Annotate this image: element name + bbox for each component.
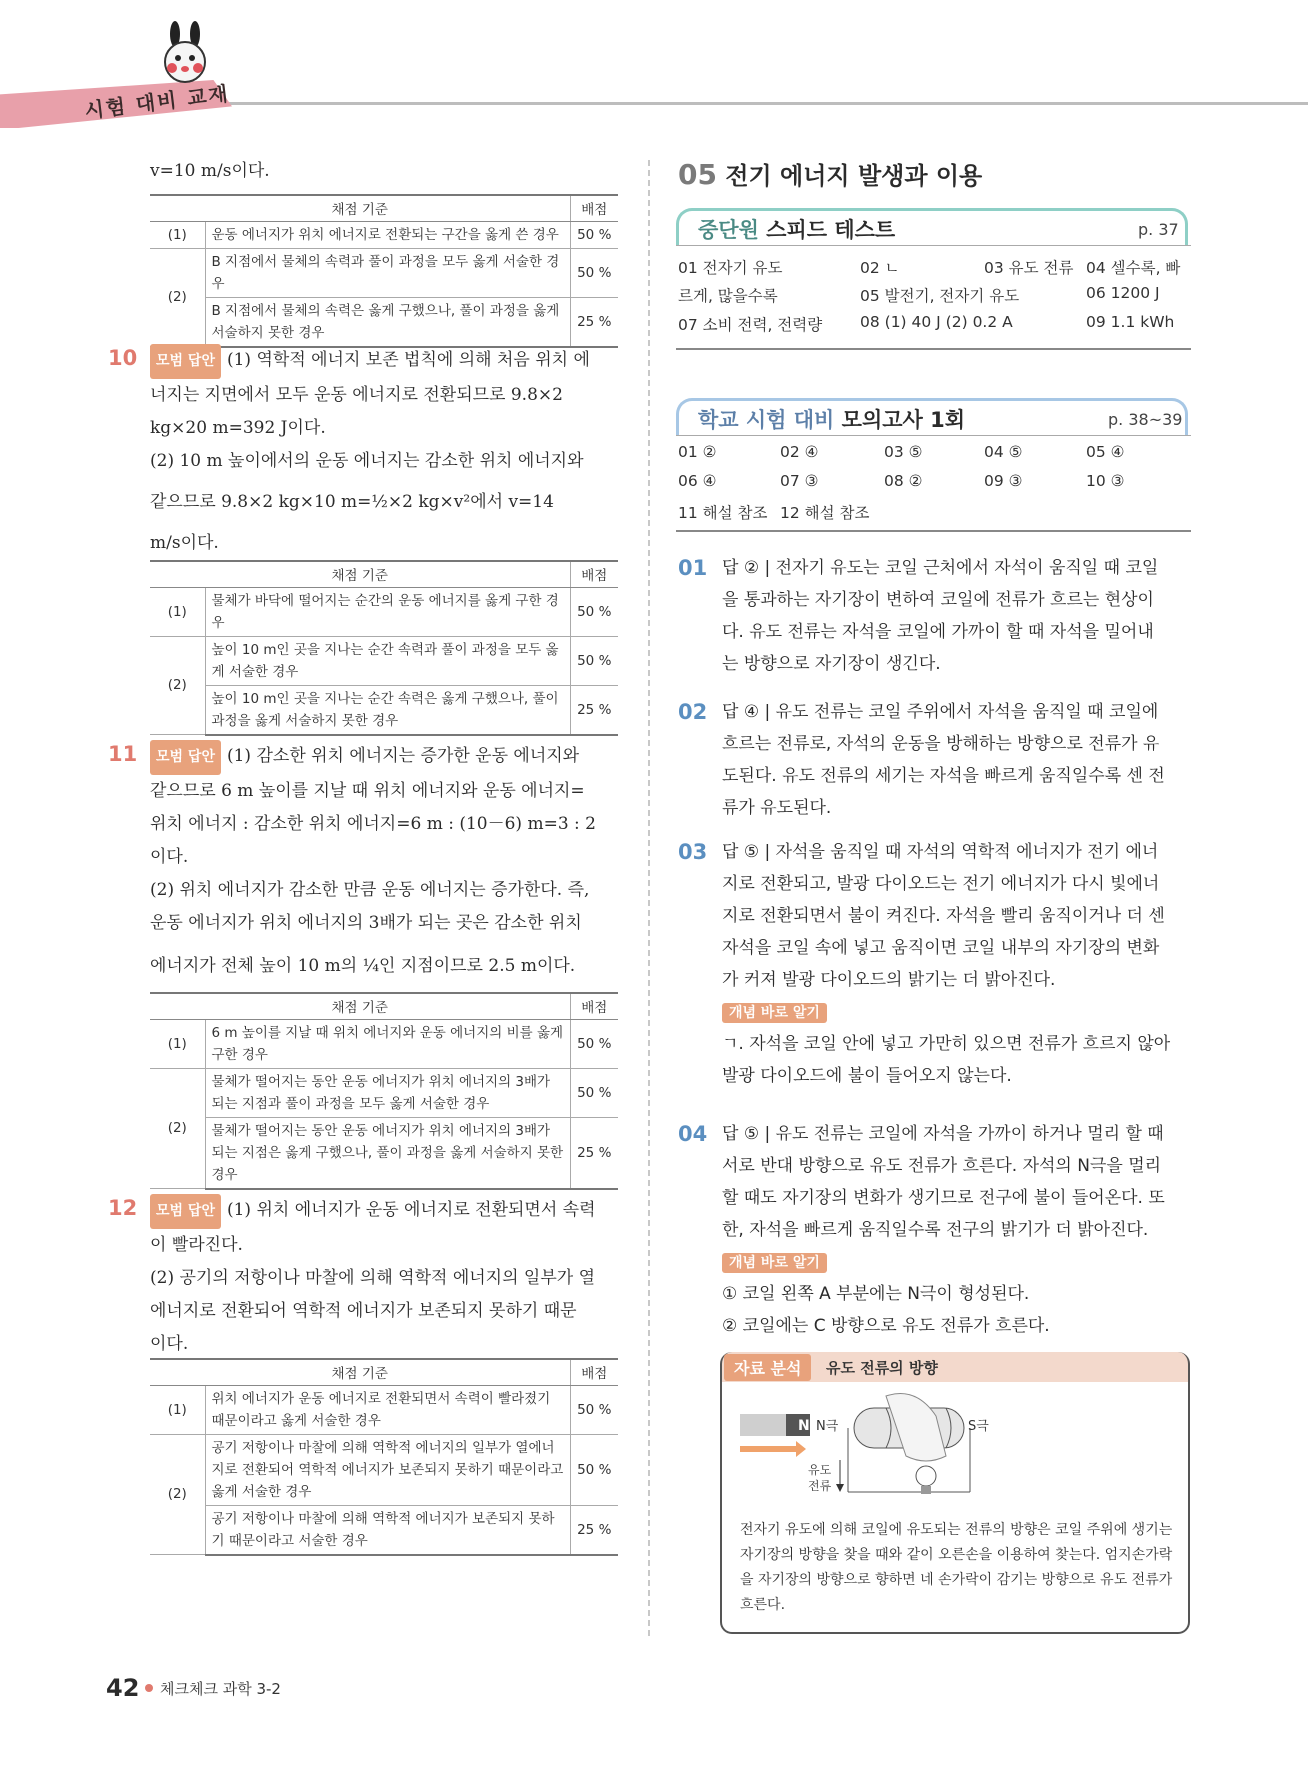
table-header-score: 배점 <box>570 195 618 221</box>
table-row: (1) 6 m 높이를 지날 때 위치 에너지와 운동 에너지의 비를 옳게 구한 경우 50 % <box>150 1019 618 1068</box>
page-number: 42 <box>106 1674 140 1702</box>
table-row: (1) 운동 에너지가 위치 에너지로 전환되는 구간을 옳게 쓴 경우 50 % <box>150 221 618 248</box>
question-number-10: 10 <box>108 346 138 370</box>
header-title: 시험 대비 교재 <box>83 81 231 123</box>
answer-number-02: 02 <box>678 700 708 724</box>
analysis-tag: 자료 분석 <box>724 1354 811 1381</box>
answer-number-01: 01 <box>678 556 708 580</box>
table-row: (1) 물체가 바닥에 떨어지는 순간의 운동 에너지를 옳게 구한 경우 50 % <box>150 587 618 636</box>
table-header-criteria: 채점 기준 <box>150 195 570 221</box>
table-row: 높이 10 m인 곳을 지나는 순간 속력은 옳게 구했으나, 풀이 과정을 옳게 서술하지 못한 경우 25 % <box>150 685 618 735</box>
concept-tag: 개념 바로 알기 <box>722 1003 827 1023</box>
table-row: (1) 위치 에너지가 운동 에너지로 전환되면서 속력이 빨라졌기 때문이라고 옳게 서술한 경우 50 % <box>150 1385 618 1434</box>
magnet-label: N <box>798 1418 810 1434</box>
scoring-table-10: 채점 기준 배점 (1) 물체가 바닥에 떨어지는 순간의 운동 에너지를 옳게 구한 경우 50 % (2) 높이 10 m인 곳을 지나는 순간 속력과 풀이 과정을 모두 옳게 서술한 경우 50 % 높이 10 m인 곳을 지나는 순간 속력은 옳게 구했으나, 풀이 과정을 옳게 서술하지 못한 경우 25 % <box>150 560 618 736</box>
answer-12: 모범 답안 (1) 위치 에너지가 운동 에너지로 전환되면서 속력 이 빨라진다. (2) 공기의 저항이나 마찰에 의해 역학적 에너지의 일부가 열 에너지로 전환되어 역학적 에너지가 보존되지 못하기 때문 이다. <box>150 1194 620 1361</box>
bulb-icon <box>916 1466 936 1486</box>
question-number-11: 11 <box>108 742 138 766</box>
induction-diagram <box>736 1386 1026 1512</box>
header-rule <box>200 102 1308 105</box>
table-row: (2) 물체가 떨어지는 동안 운동 에너지가 위치 에너지의 3배가 되는 지점과 풀이 과정을 모두 옳게 서술한 경우 50 % <box>150 1068 618 1117</box>
speed-test-page: p. 37 <box>1138 220 1179 239</box>
answer-number-04: 04 <box>678 1122 708 1146</box>
scoring-table-9 <box>150 194 618 348</box>
table-row: (2) 공기 저항이나 마찰에 의해 역학적 에너지의 일부가 열에너지로 전환되어 역학적 에너지가 보존되지 못하기 때문이라고 옳게 서술한 경우 50 % <box>150 1434 618 1505</box>
table-row: B 지점에서 물체의 속력은 옳게 구했으나, 풀이 과정을 옳게 서술하지 못한 경우 25 % <box>150 297 618 347</box>
answer-number-03: 03 <box>678 840 708 864</box>
mock-exam-page: p. 38~39 <box>1108 410 1183 429</box>
n-pole-label: N극 <box>816 1419 839 1434</box>
table-row: 물체가 떨어지는 동안 운동 에너지가 위치 에너지의 3배가 되는 지점은 옳게 구했으나, 풀이 과정을 옳게 서술하지 못한 경우 25 % <box>150 1117 618 1189</box>
analysis-title: 유도 전류의 방향 <box>826 1359 938 1377</box>
speed-test-title: 중단원 스피드 테스트 <box>698 218 896 242</box>
model-answer-badge: 모범 답안 <box>150 344 221 379</box>
mock-exam-title: 학교 시험 대비 모의고사 1회 <box>698 408 966 432</box>
book-title: 체크체크 과학 3-2 <box>160 1680 281 1698</box>
s-pole-label: S극 <box>968 1419 989 1434</box>
answer-01-text: 답 ② | 전자기 유도는 코일 근처에서 자석이 움직일 때 코일 을 통과하는 자기장이 변하여 코일에 전류가 흐르는 현상이 다. 유도 전류는 자석을 코일에 가까이 할 때 자석을 밀어내 는 방향으로 자기장이 생긴다. <box>722 558 1159 674</box>
column-divider <box>648 160 650 1636</box>
answer-02-text: 답 ④ | 유도 전류는 코일 주위에서 자석을 움직일 때 코일에 흐르는 전류로, 자석의 운동을 방해하는 방향으로 전류가 유 도된다. 유도 전류의 세기는 자석을 빠르게 움직일수록 센 전 류가 유도된다. <box>722 702 1165 818</box>
section-title: 05 전기 에너지 발생과 이용 <box>678 158 983 191</box>
answer-03-text: 답 ⑤ | 자석을 움직일 때 자석의 역학적 에너지가 전기 에너 지로 전환되고, 발광 다이오드는 전기 에너지가 다시 빛에너 지로 전환되면서 불이 켜진다. 자석을 빨리 움직이거나 더 센 자석을 코일 속에 넣고 움직이면 코일 내부의 자기장의 변화 가 커져 발광 다이오드의 밝기는 더 밝아진다. 개념 바로 알기 ㄱ. 자석을 코일 안에 넣고 가만히 있으면 전류가 흐르지 않아 발광 다이오드에 불이 들어오지 않는다. <box>722 842 1171 1086</box>
table-row: (2) B 지점에서 물체의 속력과 풀이 과정을 모두 옳게 서술한 경우 50 % <box>150 248 618 297</box>
question-number-12: 12 <box>108 1196 138 1220</box>
answer-11: 모범 답안 (1) 감소한 위치 에너지는 증가한 운동 에너지와 같으므로 6 m 높이를 지날 때 위치 에너지와 운동 에너지= 위치 에너지 : 감소한 위치 에너지=6 m : (10－6) m=3 : 2 이다. (2) 위치 에너지가 감소한 만큼 운동 에너지는 증가한다. 즉, 운동 에너지가 위치 에너지의 3배가 되는 곳은 감소한 위치 에너지가 전체 높이 10 m의 ¼인 지점이므로 2.5 m이다. <box>150 740 620 983</box>
scoring-table-11: 채점 기준 배점 (1) 6 m 높이를 지날 때 위치 에너지와 운동 에너지의 비를 옳게 구한 경우 50 % (2) 물체가 떨어지는 동안 운동 에너지가 위치 에너지의 3배가 되는 지점과 풀이 과정을 모두 옳게 서술한 경우 50 % 물체가 떨어지는 동안 운동 에너지가 위치 에너지의 3배가 되는 지점은 옳게 구했으나, 풀이 과정을 옳게 서술하지 못한 경우 25 % <box>150 992 618 1190</box>
table-row: 공기 저항이나 마찰에 의해 역학적 에너지가 보존되지 못하기 때문이라고 서술한 경우 25 % <box>150 1505 618 1555</box>
analysis-text: 전자기 유도에 의해 코일에 유도되는 전류의 방향은 코일 주위에 생기는 자기장의 방향을 찾을 때와 같이 오른손을 이용하여 찾는다. 엄지손가락을 자기장의 방향으로 향하면 네 손가락이 감기는 방향으로 유도 전류가 흐른다. <box>740 1522 1173 1613</box>
intro-line: v=10 m/s이다. <box>150 161 270 181</box>
answer-04-text: 답 ⑤ | 유도 전류는 코일에 자석을 가까이 하거나 멀리 할 때 서로 반대 방향으로 유도 전류가 흐른다. 자석의 N극을 멀리 할 때도 자기장의 변화가 생기므로 전구에 불이 들어온다. 또 한, 자석을 빠르게 움직일수록 전구의 밝기가 더 밝아진다. 개념 바로 알기 ① 코일 왼쪽 A 부분에는 N극이 형성된다. ② 코일에는 C 방향으로 유도 전류가 흐른다. <box>722 1124 1165 1336</box>
answer-10: 모범 답안 (1) 역학적 에너지 보존 법칙에 의해 처음 위치 에 너지는 지면에서 모두 운동 에너지로 전환되므로 9.8×2 kg×20 m=392 J이다. (2) 10 m 높이에서의 운동 에너지는 감소한 위치 에너지와 같으므로 9.8×2 kg×10 m=½×2 kg×v²에서 v=14 m/s이다. <box>150 344 620 560</box>
table-row: (2) 높이 10 m인 곳을 지나는 순간 속력과 풀이 과정을 모두 옳게 서술한 경우 50 % <box>150 636 618 685</box>
current-label-2: 전류 <box>808 1479 832 1493</box>
motion-arrow-icon <box>740 1441 806 1457</box>
footer-dot <box>145 1684 153 1692</box>
scoring-table-12: 채점 기준 배점 (1) 위치 에너지가 운동 에너지로 전환되면서 속력이 빨라졌기 때문이라고 옳게 서술한 경우 50 % (2) 공기 저항이나 마찰에 의해 역학적 에너지의 일부가 열에너지로 전환되어 역학적 에너지가 보존되지 못하기 때문이라고 옳게 서술한 경우 50 % 공기 저항이나 마찰에 의해 역학적 에너지가 보존되지 못하기 때문이라고 서술한 경우 25 % <box>150 1358 618 1556</box>
current-label-1: 유도 <box>808 1463 832 1477</box>
